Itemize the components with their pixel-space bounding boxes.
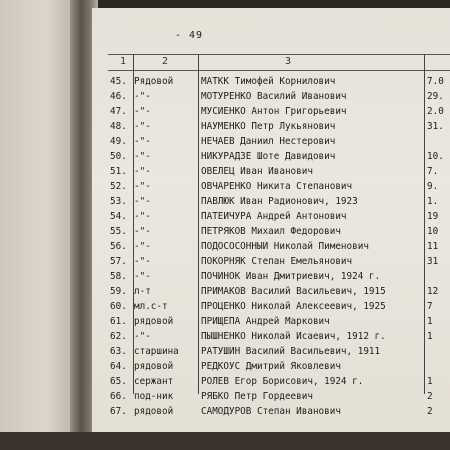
table-row bbox=[0, 346, 450, 358]
row-rank: сержант bbox=[134, 376, 174, 387]
row-number: 64. bbox=[110, 361, 127, 372]
row-rank: -"- bbox=[134, 136, 151, 147]
row-date: 1 bbox=[427, 376, 433, 387]
column-divider-1 bbox=[133, 54, 134, 394]
column-header-1: 1 bbox=[120, 56, 127, 67]
row-rank: -"- bbox=[134, 226, 151, 237]
table-row bbox=[0, 376, 450, 388]
table-row bbox=[0, 331, 450, 343]
row-date: 7 bbox=[427, 301, 433, 312]
row-name: НЕЧАЕВ Даниил Нестерович bbox=[201, 136, 336, 147]
row-date: 1 bbox=[427, 331, 433, 342]
row-number: 61. bbox=[110, 316, 127, 327]
row-rank: -"- bbox=[134, 196, 151, 207]
header-rule bbox=[108, 70, 450, 71]
row-rank: -"- bbox=[134, 106, 151, 117]
row-name: ПОКОРНЯК Степан Емельянович bbox=[201, 256, 353, 267]
row-name: МУСИЕНКО Антон Григорьевич bbox=[201, 106, 347, 117]
row-number: 57. bbox=[110, 256, 127, 267]
row-number: 52. bbox=[110, 181, 127, 192]
row-name: САМОДУРОВ Степан Иванович bbox=[201, 406, 341, 417]
row-name: НАУМЕНКО Петр Лукьянович bbox=[201, 121, 336, 132]
row-rank: -"- bbox=[134, 241, 151, 252]
table-row bbox=[0, 286, 450, 298]
row-name: РЯБКО Петр Гордеевич bbox=[201, 391, 313, 402]
row-date: 7. bbox=[427, 166, 439, 177]
row-date: 2.0 bbox=[427, 106, 444, 117]
row-name: ОВЧАРЕНКО Никита Степанович bbox=[201, 181, 353, 192]
row-rank: -"- bbox=[134, 166, 151, 177]
row-rank: рядовой bbox=[134, 406, 174, 417]
row-date: 10. bbox=[427, 151, 444, 162]
row-name: ПАВЛЮК Иван Радионович, 1923 bbox=[201, 196, 358, 207]
table-row bbox=[0, 196, 450, 208]
table-row bbox=[0, 151, 450, 163]
row-date: 2 bbox=[427, 391, 433, 402]
row-rank: мл.с-т bbox=[134, 301, 168, 312]
row-date: 31. bbox=[427, 121, 444, 132]
row-name: ПЫШНЕНКО Николай Исаевич, 1912 г. bbox=[201, 331, 386, 342]
row-number: 51. bbox=[110, 166, 127, 177]
row-number: 63. bbox=[110, 346, 127, 357]
row-number: 48. bbox=[110, 121, 127, 132]
right-page bbox=[92, 8, 450, 438]
row-rank: рядовой bbox=[134, 361, 174, 372]
row-date: 29. bbox=[427, 91, 444, 102]
row-number: 50. bbox=[110, 151, 127, 162]
row-name: РЕДКОУС Дмитрий Яковлевич bbox=[201, 361, 341, 372]
table-top-rule bbox=[108, 54, 450, 55]
table-row bbox=[0, 301, 450, 313]
row-number: 54. bbox=[110, 211, 127, 222]
table-row bbox=[0, 181, 450, 193]
row-rank: Рядовой bbox=[134, 76, 174, 87]
row-name: ПРИМАКОВ Василий Васильевич, 1915 bbox=[201, 286, 386, 297]
row-date: 9. bbox=[427, 181, 439, 192]
column-header-3: 3 bbox=[285, 56, 292, 67]
table-row bbox=[0, 211, 450, 223]
table-row bbox=[0, 91, 450, 103]
row-number: 59. bbox=[110, 286, 127, 297]
row-name: РАТУШИН Василий Васильевич, 1911 bbox=[201, 346, 381, 357]
row-rank: под-ник bbox=[134, 391, 174, 402]
row-name: ОВЕЛЕЦ Иван Иванович bbox=[201, 166, 313, 177]
row-number: 47. bbox=[110, 106, 127, 117]
row-rank: рядовой bbox=[134, 316, 174, 327]
row-rank: -"- bbox=[134, 331, 151, 342]
column-header-2: 2 bbox=[162, 56, 169, 67]
row-number: 58. bbox=[110, 271, 127, 282]
row-number: 65. bbox=[110, 376, 127, 387]
row-number: 55. bbox=[110, 226, 127, 237]
row-number: 49. bbox=[110, 136, 127, 147]
table-row bbox=[0, 361, 450, 373]
row-rank: л-т bbox=[134, 286, 151, 297]
table-row bbox=[0, 406, 450, 418]
table-row bbox=[0, 391, 450, 403]
row-date: 7.0 bbox=[427, 76, 444, 87]
row-name: МАТКК Тимофей Корнилович bbox=[201, 76, 336, 87]
row-name: ПЕТРЯКОВ Михаил Федорович bbox=[201, 226, 341, 237]
row-rank: -"- bbox=[134, 211, 151, 222]
row-date: 12 bbox=[427, 286, 439, 297]
row-rank: -"- bbox=[134, 91, 151, 102]
row-name: ПАТЕЙЧУРА Андрей Антонович bbox=[201, 211, 347, 222]
page-number: - 49 bbox=[175, 30, 204, 41]
row-number: 66. bbox=[110, 391, 127, 402]
row-name: МОТУРЕНКО Василий Иванович bbox=[201, 91, 347, 102]
table-row bbox=[0, 106, 450, 118]
row-rank: -"- bbox=[134, 181, 151, 192]
table-row bbox=[0, 136, 450, 148]
row-name: НИКУРАДЗЕ Шоте Давидович bbox=[201, 151, 336, 162]
table-row bbox=[0, 256, 450, 268]
row-number: 46. bbox=[110, 91, 127, 102]
row-date: 10 bbox=[427, 226, 439, 237]
row-number: 62. bbox=[110, 331, 127, 342]
table-row bbox=[0, 241, 450, 253]
row-name: РОЛЕВ Егор Борисович, 1924 г. bbox=[201, 376, 364, 387]
row-date: 31 bbox=[427, 256, 439, 267]
row-number: 53. bbox=[110, 196, 127, 207]
column-divider-3 bbox=[424, 54, 425, 394]
table-row bbox=[0, 226, 450, 238]
table-row bbox=[0, 121, 450, 133]
row-number: 67. bbox=[110, 406, 127, 417]
row-rank: -"- bbox=[134, 121, 151, 132]
table-row bbox=[0, 271, 450, 283]
row-name: ПРОЦЕНКО Николай Алексеевич, 1925 bbox=[201, 301, 386, 312]
row-number: 56. bbox=[110, 241, 127, 252]
row-number: 60. bbox=[110, 301, 127, 312]
row-rank: -"- bbox=[134, 256, 151, 267]
row-date: 1. bbox=[427, 196, 439, 207]
row-rank: старшина bbox=[134, 346, 179, 357]
row-date: 1 bbox=[427, 316, 433, 327]
row-name: ПОЧИНОК Иван Дмитриевич, 1924 г. bbox=[201, 271, 381, 282]
row-name: ПРИЩЕПА Андрей Маркович bbox=[201, 316, 330, 327]
table-row bbox=[0, 76, 450, 88]
row-number: 45. bbox=[110, 76, 127, 87]
row-name: ПОДОСОСОННЫЙ Николай Пименович bbox=[201, 241, 369, 252]
table-row bbox=[0, 316, 450, 328]
row-date: 11 bbox=[427, 241, 439, 252]
column-divider-2 bbox=[198, 54, 199, 394]
table-surface bbox=[0, 432, 450, 450]
row-rank: -"- bbox=[134, 151, 151, 162]
row-rank: -"- bbox=[134, 271, 151, 282]
table-row bbox=[0, 166, 450, 178]
row-date: 2 bbox=[427, 406, 433, 417]
row-date: 19 bbox=[427, 211, 439, 222]
